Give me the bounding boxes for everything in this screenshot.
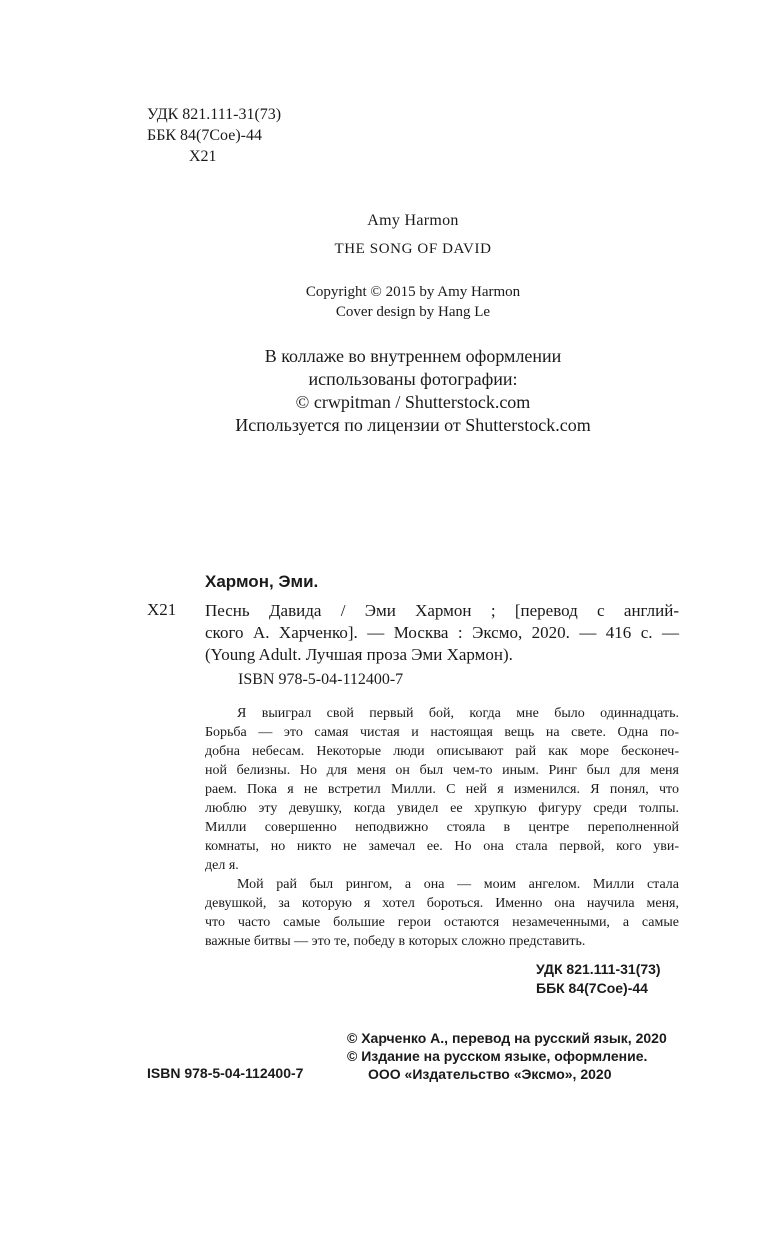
- original-title: THE SONG OF DAVID: [334, 241, 492, 257]
- bibliography-author: Хармон, Эми.: [205, 572, 319, 591]
- classification-bold: [536, 960, 661, 998]
- bibliography-line: Песнь Давида / Эми Хармон ; [перевод с англий-: [205, 601, 679, 620]
- bibliography-code: Х21: [147, 600, 177, 619]
- annotation-line: добна небесам. Некоторые люди описывают рай как море бесконеч-: [205, 744, 679, 759]
- annotation-line: Я выиграл свой первый бой, когда мне было одиннадцать.: [237, 706, 679, 721]
- udk-code: УДК 821.111-31(73): [147, 106, 282, 123]
- publisher-copyright: ООО «Издательство «Эксмо», 2020: [368, 1066, 612, 1082]
- isbn-footer: ISBN 978-5-04-112400-7: [147, 1065, 304, 1081]
- bibliography-line: (Young Adult. Лучшая проза Эми Хармон).: [205, 645, 513, 664]
- bibliography-isbn: ISBN 978-5-04-112400-7: [238, 671, 404, 688]
- annotation-line: Мой рай был рингом, а она — моим ангелом. Милли стала: [237, 877, 679, 892]
- bibliography-line: ского А. Харченко]. — Москва : Эксмо, 2020. — 416 с. —: [205, 623, 679, 642]
- collage-credits: [0, 345, 768, 437]
- annotation-line: дел я.: [205, 858, 239, 873]
- bbk-code-bold: ББК 84(7Сое)-44: [536, 980, 648, 996]
- collage-line: © crwpitman / Shutterstock.com: [295, 392, 531, 412]
- copyright-footer: [347, 1029, 667, 1083]
- author-code: Х21: [189, 148, 217, 165]
- cover-design-line: Cover design by Hang Le: [335, 304, 491, 320]
- annotation-line: Борьба — это самая чистая и настоящая вещь на свете. Одна по-: [205, 725, 679, 740]
- annotation-line: Милли совершенно неподвижно стояла в центре переполненной: [205, 820, 679, 835]
- collage-line: Используется по лицензии от Shutterstock.com: [235, 415, 591, 435]
- annotation-line: люблю эту девушку, когда увидел ее хрупкую фигуру среди толпы.: [205, 801, 679, 816]
- collage-line: использованы фотографии:: [308, 369, 518, 389]
- bibliography-description: [205, 600, 679, 666]
- annotation-line: раем. Пока я не встретил Милли. С ней я изменился. Я понял, что: [205, 782, 679, 797]
- edition-copyright: © Издание на русском языке, оформление.: [347, 1048, 648, 1064]
- copyright-line: Copyright © 2015 by Amy Harmon: [305, 284, 521, 300]
- bbk-code: ББК 84(7Сое)-44: [147, 127, 262, 144]
- annotation-line: комнаты, но никто не замечал ее. Но она стала первой, кого уви-: [205, 839, 679, 854]
- collage-line: В коллаже во внутреннем оформлении: [264, 346, 562, 366]
- annotation-line: девушкой, за которую я хотел бороться. Именно она научила меня,: [205, 896, 679, 911]
- copyright-block: [0, 282, 768, 322]
- annotation-line: важные битвы — это те, победу в которых сложно представить.: [205, 934, 586, 949]
- original-author: Amy Harmon: [367, 212, 459, 229]
- annotation-line: что часто самые большие герои остаются незамеченными, а самые: [205, 915, 679, 930]
- udk-code-bold: УДК 821.111-31(73): [536, 961, 661, 977]
- annotation: [205, 704, 679, 951]
- annotation-line: ной белизны. Но для меня он был чем-то иным. Ринг был для меня: [205, 763, 679, 778]
- classification-block: [147, 104, 281, 167]
- translation-copyright: © Харченко А., перевод на русский язык, 2020: [347, 1030, 667, 1046]
